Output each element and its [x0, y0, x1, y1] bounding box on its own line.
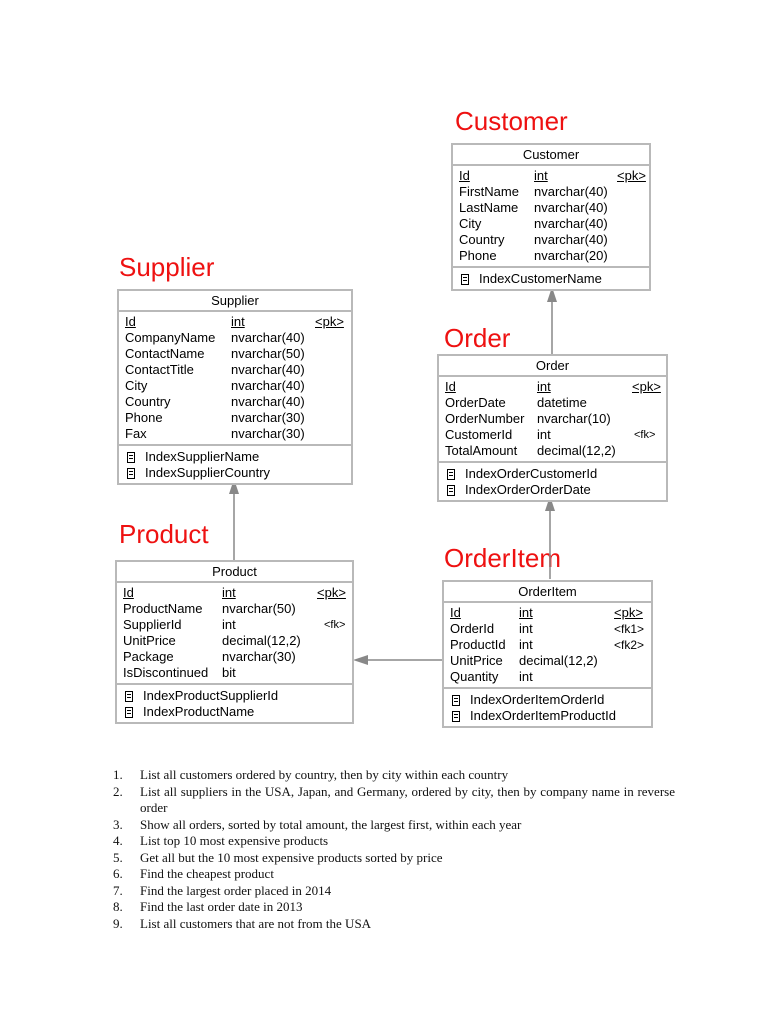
label-customer: Customer	[455, 106, 568, 136]
exercise-item: 9. List all customers that are not from the USA	[113, 915, 372, 931]
column-row: IsDiscontinued bit	[123, 665, 236, 680]
column-row: Package nvarchar(30)	[123, 649, 296, 664]
column-row: Country nvarchar(40)	[459, 232, 608, 247]
index-icon	[461, 274, 469, 285]
product-indexes	[117, 685, 352, 722]
exercise-item: 8. Find the last order date in 2013	[113, 899, 303, 914]
orderitem-table	[442, 580, 653, 728]
product-table-title: Product	[117, 562, 352, 583]
orderitem-table-title: OrderItem	[444, 582, 651, 603]
exercise-item: 6. Find the cheapest product	[113, 866, 274, 881]
column-row: Quantity int	[450, 669, 533, 684]
customer-table-title: Customer	[453, 145, 649, 166]
label-product: Product	[119, 519, 209, 549]
index-row: IndexSupplierCountry	[127, 465, 345, 481]
supplier-columns	[119, 312, 351, 446]
index-icon	[447, 485, 455, 496]
column-row: Phone nvarchar(20)	[459, 248, 608, 263]
column-row: UnitPrice decimal(12,2)	[123, 633, 301, 648]
label-supplier: Supplier	[119, 252, 215, 282]
order-table	[437, 354, 668, 502]
column-row: Phone nvarchar(30)	[125, 410, 305, 425]
index-icon	[127, 452, 135, 463]
customer-columns	[453, 166, 649, 268]
index-row: IndexSupplierName	[127, 449, 345, 465]
index-icon	[452, 711, 460, 722]
column-row: FirstName nvarchar(40)	[459, 184, 608, 199]
exercise-item: 4. List top 10 most expensive products	[113, 833, 329, 848]
index-icon	[127, 468, 135, 479]
customer-table	[451, 143, 651, 291]
column-row: OrderDate datetime	[445, 395, 587, 410]
column-row: OrderId int <fk1>	[450, 621, 645, 636]
column-row: Id int <pk>	[125, 314, 344, 329]
column-row: TotalAmount decimal(12,2)	[445, 443, 616, 458]
exercise-list	[113, 767, 675, 932]
column-row: Id int <pk>	[445, 379, 661, 394]
column-row: Id int <pk>	[123, 585, 346, 600]
orderitem-indexes	[444, 689, 651, 726]
column-row: Id int <pk>	[459, 168, 646, 183]
index-row: IndexOrderCustomerId	[447, 466, 660, 482]
exercise-item: 3. Show all orders, sorted by total amount, the largest first, within each year	[113, 816, 522, 832]
index-icon	[447, 469, 455, 480]
column-row: City nvarchar(40)	[459, 216, 608, 231]
index-icon	[452, 695, 460, 706]
column-row: LastName nvarchar(40)	[459, 200, 608, 215]
exercise-item: 7. Find the largest order placed in 2014	[113, 882, 332, 898]
supplier-table-title: Supplier	[119, 291, 351, 312]
column-row: Fax nvarchar(30)	[125, 426, 305, 441]
column-row: Country nvarchar(40)	[125, 394, 305, 409]
product-table	[115, 560, 354, 724]
column-row: City nvarchar(40)	[125, 378, 305, 393]
index-row: IndexProductSupplierId	[125, 688, 346, 704]
column-row: OrderNumber nvarchar(10)	[445, 411, 611, 426]
column-row: CustomerId int <fk>	[445, 427, 656, 442]
supplier-indexes	[119, 446, 351, 483]
column-row: ContactTitle nvarchar(40)	[125, 362, 305, 377]
column-row: SupplierId int <fk>	[123, 617, 346, 632]
column-row: ProductName nvarchar(50)	[123, 601, 296, 616]
order-indexes	[439, 463, 666, 500]
exercise-item: 2. List all suppliers in the USA, Japan, and Germany, ordered by city, then by company name in reverse order	[113, 783, 675, 815]
index-row: IndexOrderItemOrderId	[452, 692, 645, 708]
label-order: Order	[444, 323, 511, 353]
column-row: UnitPrice decimal(12,2)	[450, 653, 598, 668]
index-row: IndexOrderOrderDate	[447, 482, 660, 498]
index-icon	[125, 707, 133, 718]
index-row: IndexCustomerName	[461, 271, 643, 287]
index-row: IndexProductName	[125, 704, 346, 720]
column-row: ContactName nvarchar(50)	[125, 346, 305, 361]
index-row: IndexOrderItemProductId	[452, 708, 645, 724]
exercise-item: 5. Get all but the 10 most expensive products sorted by price	[113, 849, 443, 865]
column-row: CompanyName nvarchar(40)	[125, 330, 305, 345]
order-columns	[439, 377, 666, 463]
label-orderitem: OrderItem	[444, 543, 562, 573]
exercise-item: 1. List all customers ordered by country, then by city within each country	[113, 767, 509, 782]
customer-indexes	[453, 268, 649, 289]
arrowhead-product	[353, 655, 368, 665]
order-table-title: Order	[439, 356, 666, 377]
column-row: Id int <pk>	[450, 605, 643, 620]
product-columns	[117, 583, 352, 685]
index-icon	[125, 691, 133, 702]
orderitem-columns	[444, 603, 651, 689]
supplier-table	[117, 289, 353, 485]
column-row: ProductId int <fk2>	[450, 637, 645, 652]
